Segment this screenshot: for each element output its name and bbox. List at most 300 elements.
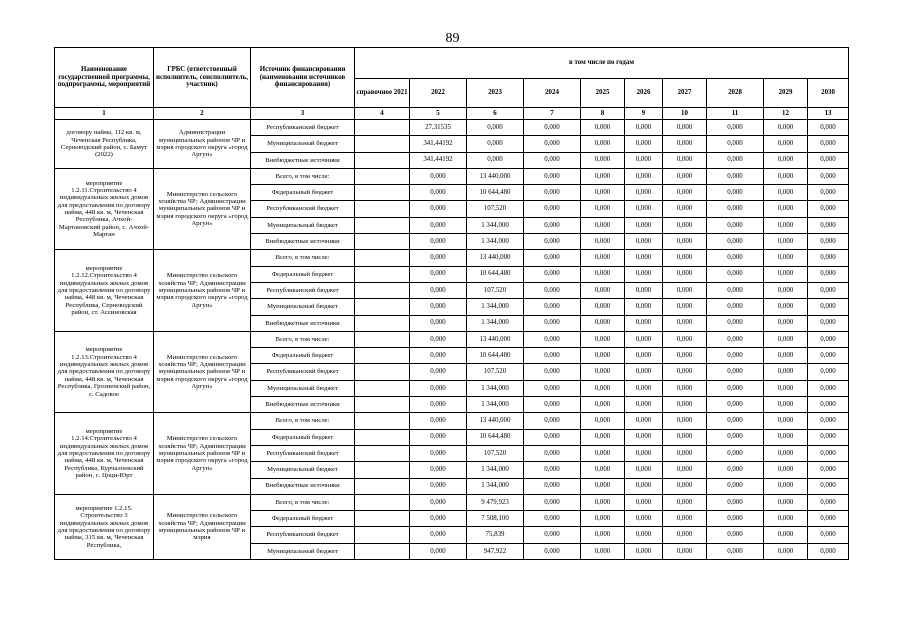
year-value-cell: 1 344,000 [467, 397, 524, 413]
year-value-cell: 0,000 [581, 462, 625, 478]
year-value-cell: 0,000 [663, 543, 707, 559]
year-value-cell: 0,000 [410, 397, 467, 413]
year-value-cell: 0,000 [764, 217, 808, 233]
year-value-cell: 0,000 [467, 136, 524, 152]
table-row [55, 494, 849, 510]
year-value-cell: 75,839 [467, 527, 524, 543]
year-value-cell: 0,000 [764, 120, 808, 136]
year-value-cell: 0,000 [707, 527, 764, 543]
year-value-cell: 0,000 [764, 136, 808, 152]
activity-name-cell: договору найма, 112 кв. м, Чеченская Республика, Серноводский район, с. Бамут (2022) [55, 120, 154, 169]
year-value-cell: 0,000 [808, 364, 849, 380]
year-value-cell: 0,000 [524, 527, 581, 543]
year-value-cell: 0,000 [707, 201, 764, 217]
year-value-cell: 0,000 [764, 429, 808, 445]
column-number: 11 [707, 108, 764, 120]
header-year: 2022 [410, 79, 467, 108]
year-value-cell: 10 644,480 [467, 185, 524, 201]
column-number: 4 [355, 108, 410, 120]
year-value-cell: 0,000 [524, 331, 581, 347]
year-value-cell: 0,000 [707, 397, 764, 413]
year-value-cell: 0,000 [524, 315, 581, 331]
year-value-cell: 0,000 [707, 282, 764, 298]
year-value-cell: 0,000 [581, 478, 625, 494]
year-value-cell: 0,000 [808, 217, 849, 233]
year-value-cell: 0,000 [764, 331, 808, 347]
funding-source-cell: Муниципальный бюджет [251, 217, 355, 233]
year-value-cell: 0,000 [581, 201, 625, 217]
reference-2021-cell [355, 250, 410, 266]
year-value-cell: 0,000 [581, 234, 625, 250]
year-value-cell: 0,000 [410, 217, 467, 233]
reference-2021-cell [355, 478, 410, 494]
year-value-cell: 0,000 [581, 168, 625, 184]
year-value-cell: 0,000 [581, 511, 625, 527]
year-value-cell: 0,000 [707, 136, 764, 152]
year-value-cell: 0,000 [625, 217, 663, 233]
funding-source-cell: Внебюджетные источники [251, 152, 355, 168]
page-number: 89 [445, 31, 460, 46]
year-value-cell: 0,000 [764, 527, 808, 543]
year-value-cell: 0,000 [764, 364, 808, 380]
year-value-cell: 0,000 [663, 217, 707, 233]
year-value-cell: 0,000 [410, 282, 467, 298]
funding-source-cell: Всего, в том числе: [251, 331, 355, 347]
year-value-cell: 0,000 [808, 266, 849, 282]
year-value-cell: 0,000 [410, 168, 467, 184]
table-row [55, 168, 849, 184]
year-value-cell: 0,000 [467, 120, 524, 136]
year-value-cell: 0,000 [524, 250, 581, 266]
year-value-cell: 0,000 [764, 397, 808, 413]
year-value-cell: 0,000 [808, 413, 849, 429]
year-value-cell: 0,000 [581, 543, 625, 559]
year-value-cell: 0,000 [663, 527, 707, 543]
reference-2021-cell [355, 380, 410, 396]
year-value-cell: 0,000 [581, 527, 625, 543]
year-value-cell: 0,000 [808, 185, 849, 201]
year-value-cell: 0,000 [524, 152, 581, 168]
funding-source-cell: Муниципальный бюджет [251, 299, 355, 315]
year-value-cell: 0,000 [625, 527, 663, 543]
year-value-cell: 0,000 [625, 315, 663, 331]
year-value-cell: 0,000 [625, 250, 663, 266]
column-number: 8 [581, 108, 625, 120]
year-value-cell: 0,000 [410, 185, 467, 201]
year-value-cell: 0,000 [625, 413, 663, 429]
year-value-cell: 0,000 [581, 266, 625, 282]
year-value-cell: 0,000 [581, 250, 625, 266]
year-value-cell: 0,000 [663, 315, 707, 331]
year-value-cell: 0,000 [707, 331, 764, 347]
year-value-cell: 947,922 [467, 543, 524, 559]
grbs-cell: Администрации муниципальных районов ЧР и мэрия городского округа «город Аргун» [154, 120, 251, 169]
column-number: 3 [251, 108, 355, 120]
header-year: 2026 [625, 79, 663, 108]
year-value-cell: 0,000 [808, 201, 849, 217]
year-value-cell: 0,000 [808, 527, 849, 543]
funding-source-cell: Всего, в том числе: [251, 413, 355, 429]
reference-2021-cell [355, 429, 410, 445]
year-value-cell: 0,000 [764, 348, 808, 364]
year-value-cell: 0,000 [410, 511, 467, 527]
reference-2021-cell [355, 120, 410, 136]
reference-2021-cell [355, 152, 410, 168]
funding-source-cell: Всего, в том числе: [251, 168, 355, 184]
year-value-cell: 0,000 [581, 299, 625, 315]
year-value-cell: 0,000 [524, 282, 581, 298]
year-value-cell: 0,000 [764, 152, 808, 168]
year-value-cell: 107,520 [467, 282, 524, 298]
funding-source-cell: Внебюджетные источники [251, 315, 355, 331]
year-value-cell: 0,000 [625, 282, 663, 298]
funding-source-cell: Республиканский бюджет [251, 527, 355, 543]
year-value-cell: 0,000 [764, 462, 808, 478]
funding-source-cell: Федеральный бюджет [251, 266, 355, 282]
activity-name-cell: мероприятие 1.2.11.Строительство 4 индивидуальных жилых домов для предоставления по договору найма, 448 кв. м, Чеченская Республика, Ачхой- Мартановский район, с. Ачхой- Мартан [55, 168, 154, 249]
year-value-cell: 0,000 [524, 348, 581, 364]
year-value-cell: 0,000 [581, 217, 625, 233]
year-value-cell: 0,000 [764, 299, 808, 315]
year-value-cell: 0,000 [410, 364, 467, 380]
year-value-cell: 0,000 [663, 429, 707, 445]
year-value-cell: 0,000 [663, 282, 707, 298]
funding-source-cell: Республиканский бюджет [251, 282, 355, 298]
column-number: 9 [625, 108, 663, 120]
year-value-cell: 0,000 [625, 299, 663, 315]
year-value-cell: 0,000 [707, 348, 764, 364]
year-value-cell: 0,000 [410, 413, 467, 429]
year-value-cell: 0,000 [707, 413, 764, 429]
table-row [55, 120, 849, 136]
year-value-cell: 0,000 [707, 234, 764, 250]
year-value-cell: 0,000 [625, 120, 663, 136]
year-value-cell: 7 508,100 [467, 511, 524, 527]
year-value-cell: 13 440,000 [467, 168, 524, 184]
year-value-cell: 0,000 [764, 380, 808, 396]
year-value-cell: 0,000 [707, 315, 764, 331]
funding-source-cell: Всего, в том числе: [251, 494, 355, 510]
year-value-cell: 27,31535 [410, 120, 467, 136]
year-value-cell: 0,000 [524, 364, 581, 380]
funding-source-cell: Муниципальный бюджет [251, 380, 355, 396]
year-value-cell: 0,000 [764, 413, 808, 429]
year-value-cell: 0,000 [410, 331, 467, 347]
year-value-cell: 1 344,000 [467, 234, 524, 250]
year-value-cell: 0,000 [764, 266, 808, 282]
year-value-cell: 0,000 [524, 511, 581, 527]
header-by-years: в том числе по годам [355, 48, 849, 79]
reference-2021-cell [355, 348, 410, 364]
funding-source-cell: Федеральный бюджет [251, 348, 355, 364]
year-value-cell: 0,000 [581, 331, 625, 347]
year-value-cell: 1 344,000 [467, 478, 524, 494]
grbs-cell: Министерство сельского хозяйства ЧР; Администрации муниципальных районов ЧР и мэрия городского округа «город Аргун» [154, 250, 251, 331]
year-value-cell: 0,000 [581, 348, 625, 364]
activity-name-cell: мероприятие 1.2.12.Строительство 4 индивидуальных жилых домов для предоставления по договору найма, 448 кв. м, Чеченская Республика, Серноводский район, ст. Ассиновская [55, 250, 154, 331]
financing-table [54, 47, 849, 560]
reference-2021-cell [355, 282, 410, 298]
year-value-cell: 0,000 [663, 478, 707, 494]
year-value-cell: 0,000 [524, 445, 581, 461]
header-ref-2021: справочное 2021 [355, 79, 410, 108]
year-value-cell: 0,000 [625, 152, 663, 168]
funding-source-cell: Республиканский бюджет [251, 445, 355, 461]
year-value-cell: 0,000 [581, 413, 625, 429]
funding-source-cell: Республиканский бюджет [251, 120, 355, 136]
year-value-cell: 0,000 [764, 445, 808, 461]
reference-2021-cell [355, 364, 410, 380]
year-value-cell: 1 344,000 [467, 380, 524, 396]
reference-2021-cell [355, 266, 410, 282]
funding-source-cell: Муниципальный бюджет [251, 543, 355, 559]
reference-2021-cell [355, 136, 410, 152]
year-value-cell: 0,000 [808, 397, 849, 413]
year-value-cell: 0,000 [625, 185, 663, 201]
year-value-cell: 0,000 [808, 348, 849, 364]
reference-2021-cell [355, 315, 410, 331]
funding-source-cell: Внебюджетные источники [251, 234, 355, 250]
funding-source-cell: Муниципальный бюджет [251, 136, 355, 152]
year-value-cell: 0,000 [663, 445, 707, 461]
year-value-cell: 10 644,480 [467, 429, 524, 445]
header-year: 2030 [808, 79, 849, 108]
year-value-cell: 0,000 [663, 250, 707, 266]
year-value-cell: 0,000 [707, 462, 764, 478]
column-number: 12 [764, 108, 808, 120]
column-number: 13 [808, 108, 849, 120]
year-value-cell: 107,520 [467, 201, 524, 217]
year-value-cell: 0,000 [663, 494, 707, 510]
year-value-cell: 0,000 [663, 234, 707, 250]
year-value-cell: 0,000 [707, 543, 764, 559]
year-value-cell: 0,000 [410, 527, 467, 543]
year-value-cell: 1 344,000 [467, 299, 524, 315]
year-value-cell: 0,000 [410, 266, 467, 282]
year-value-cell: 0,000 [410, 234, 467, 250]
reference-2021-cell [355, 201, 410, 217]
header-year: 2028 [707, 79, 764, 108]
reference-2021-cell [355, 217, 410, 233]
year-value-cell: 1 344,000 [467, 217, 524, 233]
header-year: 2029 [764, 79, 808, 108]
reference-2021-cell [355, 445, 410, 461]
year-value-cell: 0,000 [663, 380, 707, 396]
year-value-cell: 0,000 [764, 282, 808, 298]
header-year: 2023 [467, 79, 524, 108]
year-value-cell: 0,000 [663, 462, 707, 478]
year-value-cell: 0,000 [808, 152, 849, 168]
year-value-cell: 0,000 [808, 315, 849, 331]
header-year: 2024 [524, 79, 581, 108]
year-value-cell: 0,000 [808, 168, 849, 184]
year-value-cell: 0,000 [663, 348, 707, 364]
reference-2021-cell [355, 397, 410, 413]
year-value-cell: 0,000 [625, 331, 663, 347]
year-value-cell: 0,000 [707, 445, 764, 461]
year-value-cell: 0,000 [764, 201, 808, 217]
year-value-cell: 13 440,000 [467, 250, 524, 266]
header-name: Наименование государственной программы, подпрограммы, мероприятий [55, 48, 154, 108]
year-value-cell: 10 644,480 [467, 266, 524, 282]
year-value-cell: 9 479,923 [467, 494, 524, 510]
year-value-cell: 0,000 [410, 315, 467, 331]
year-value-cell: 0,000 [707, 120, 764, 136]
table-row [55, 331, 849, 347]
year-value-cell: 0,000 [625, 543, 663, 559]
year-value-cell: 0,000 [581, 364, 625, 380]
column-number: 1 [55, 108, 154, 120]
year-value-cell: 0,000 [524, 478, 581, 494]
year-value-cell: 0,000 [764, 234, 808, 250]
year-value-cell: 0,000 [524, 266, 581, 282]
year-value-cell: 0,000 [410, 201, 467, 217]
year-value-cell: 0,000 [524, 429, 581, 445]
year-value-cell: 0,000 [707, 217, 764, 233]
year-value-cell: 0,000 [764, 478, 808, 494]
year-value-cell: 0,000 [410, 380, 467, 396]
grbs-cell: Министерство сельского хозяйства ЧР; Администрации муниципальных районов ЧР и мэрия [154, 494, 251, 559]
year-value-cell: 0,000 [625, 136, 663, 152]
year-value-cell: 0,000 [581, 315, 625, 331]
year-value-cell: 0,000 [808, 543, 849, 559]
header-grbs: ГРБС (ответственный исполнитель, соисполнитель, участник) [154, 48, 251, 108]
year-value-cell: 0,000 [707, 494, 764, 510]
year-value-cell: 0,000 [410, 348, 467, 364]
year-value-cell: 1 344,000 [467, 462, 524, 478]
reference-2021-cell [355, 331, 410, 347]
year-value-cell: 341,44192 [410, 136, 467, 152]
year-value-cell: 0,000 [707, 364, 764, 380]
funding-source-cell: Федеральный бюджет [251, 511, 355, 527]
year-value-cell: 0,000 [808, 250, 849, 266]
header-source: Источник финансирования (наименования источников финансирования) [251, 48, 355, 108]
year-value-cell: 0,000 [663, 413, 707, 429]
funding-source-cell: Всего, в том числе: [251, 250, 355, 266]
table-header [55, 48, 849, 120]
year-value-cell: 0,000 [707, 429, 764, 445]
year-value-cell: 0,000 [663, 168, 707, 184]
reference-2021-cell [355, 234, 410, 250]
year-value-cell: 0,000 [410, 543, 467, 559]
year-value-cell: 0,000 [808, 445, 849, 461]
year-value-cell: 0,000 [581, 152, 625, 168]
year-value-cell: 0,000 [663, 136, 707, 152]
year-value-cell: 0,000 [625, 266, 663, 282]
year-value-cell: 0,000 [524, 217, 581, 233]
year-value-cell: 0,000 [625, 494, 663, 510]
year-value-cell: 0,000 [764, 511, 808, 527]
grbs-cell: Министерство сельского хозяйства ЧР; Администрации муниципальных районов ЧР и мэрия городского округа «город Аргун» [154, 168, 251, 249]
year-value-cell: 0,000 [524, 397, 581, 413]
year-value-cell: 0,000 [808, 234, 849, 250]
year-value-cell: 0,000 [663, 120, 707, 136]
year-value-cell: 0,000 [707, 266, 764, 282]
year-value-cell: 0,000 [410, 462, 467, 478]
year-value-cell: 0,000 [524, 299, 581, 315]
year-value-cell: 1 344,000 [467, 315, 524, 331]
year-value-cell: 0,000 [663, 299, 707, 315]
year-value-cell: 0,000 [524, 462, 581, 478]
year-value-cell: 0,000 [663, 397, 707, 413]
column-number: 2 [154, 108, 251, 120]
reference-2021-cell [355, 299, 410, 315]
reference-2021-cell [355, 527, 410, 543]
year-value-cell: 0,000 [663, 511, 707, 527]
reference-2021-cell [355, 511, 410, 527]
funding-source-cell: Республиканский бюджет [251, 364, 355, 380]
year-value-cell: 0,000 [707, 478, 764, 494]
year-value-cell: 107,520 [467, 364, 524, 380]
column-number: 7 [524, 108, 581, 120]
year-value-cell: 0,000 [467, 152, 524, 168]
year-value-cell: 0,000 [625, 380, 663, 396]
year-value-cell: 0,000 [764, 315, 808, 331]
year-value-cell: 13 440,000 [467, 413, 524, 429]
year-value-cell: 0,000 [524, 413, 581, 429]
year-value-cell: 0,000 [524, 120, 581, 136]
year-value-cell: 0,000 [524, 185, 581, 201]
reference-2021-cell [355, 168, 410, 184]
year-value-cell: 0,000 [581, 445, 625, 461]
year-value-cell: 0,000 [581, 397, 625, 413]
year-value-cell: 0,000 [410, 478, 467, 494]
year-value-cell: 0,000 [707, 511, 764, 527]
year-value-cell: 0,000 [707, 185, 764, 201]
year-value-cell: 0,000 [581, 185, 625, 201]
year-value-cell: 0,000 [410, 445, 467, 461]
year-value-cell: 0,000 [808, 462, 849, 478]
year-value-cell: 0,000 [808, 494, 849, 510]
activity-name-cell: мероприятие 1.2.15. Строительство 3 индивидуальных жилых домов для предоставления по договору найма, 315 кв. м, Чеченская Республика, [55, 494, 154, 559]
year-value-cell: 0,000 [524, 380, 581, 396]
year-value-cell: 0,000 [625, 168, 663, 184]
year-value-cell: 0,000 [764, 250, 808, 266]
funding-source-cell: Республиканский бюджет [251, 201, 355, 217]
year-value-cell: 0,000 [524, 168, 581, 184]
funding-source-cell: Федеральный бюджет [251, 429, 355, 445]
activity-name-cell: мероприятие 1.2.14.Строительство 4 индивидуальных жилых домов для предоставления по договору найма, 448 кв. м, Чеченская Республика, Курчалоевский район, с. Цоци-Юрт [55, 413, 154, 494]
year-value-cell: 0,000 [808, 282, 849, 298]
funding-source-cell: Внебюджетные источники [251, 478, 355, 494]
table-body [55, 120, 849, 560]
year-value-cell: 0,000 [764, 543, 808, 559]
year-value-cell: 0,000 [808, 331, 849, 347]
year-value-cell: 0,000 [663, 364, 707, 380]
year-value-cell: 0,000 [524, 201, 581, 217]
year-value-cell: 0,000 [808, 136, 849, 152]
year-value-cell: 0,000 [707, 152, 764, 168]
year-value-cell: 0,000 [663, 185, 707, 201]
year-value-cell: 0,000 [625, 445, 663, 461]
reference-2021-cell [355, 462, 410, 478]
year-value-cell: 0,000 [581, 136, 625, 152]
reference-2021-cell [355, 185, 410, 201]
year-value-cell: 341,44192 [410, 152, 467, 168]
year-value-cell: 0,000 [581, 120, 625, 136]
year-value-cell: 0,000 [410, 494, 467, 510]
year-value-cell: 0,000 [625, 462, 663, 478]
year-value-cell: 0,000 [808, 380, 849, 396]
column-number: 6 [467, 108, 524, 120]
year-value-cell: 0,000 [663, 331, 707, 347]
grbs-cell: Министерство сельского хозяйства ЧР; Администрации муниципальных районов ЧР и мэрия городского округа «город Аргун» [154, 331, 251, 412]
grbs-cell: Министерство сельского хозяйства ЧР; Администрации муниципальных районов ЧР и мэрия городского округа «город Аргун» [154, 413, 251, 494]
funding-source-cell: Муниципальный бюджет [251, 462, 355, 478]
year-value-cell: 0,000 [410, 299, 467, 315]
year-value-cell: 0,000 [625, 201, 663, 217]
year-value-cell: 0,000 [625, 348, 663, 364]
